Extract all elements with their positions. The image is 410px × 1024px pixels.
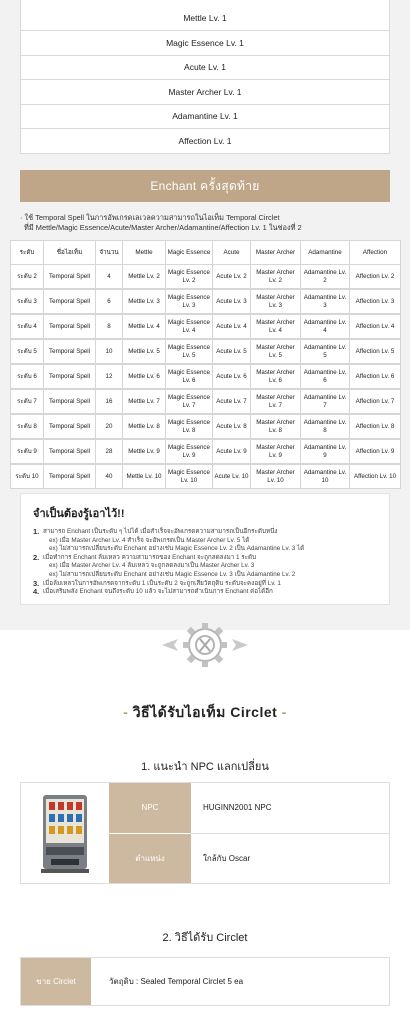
cell-level: ระดับ 8 [11,415,44,439]
cell-level: ระดับ 6 [11,365,44,389]
cell-adamantine: Adamantine Lv. 10 [301,465,350,489]
table-row [11,440,401,464]
option-item [21,55,389,80]
option-label: Mettle Lv. 1 [183,13,227,23]
option-item [21,128,389,153]
cell-level: ระดับ 10 [11,465,44,489]
cell-master-archer: Master Archer Lv. 10 [251,465,301,489]
location-label: ตำแหน่ง [109,833,191,884]
cell-affection: Affection Lv. 5 [350,340,401,364]
header-affection: Affection [350,241,401,265]
notice-title: จำเป็นต้องรู้เอาไว้!! [33,508,125,520]
vending-machine-icon [37,791,93,875]
cell-acute: Acute Lv. 6 [213,365,251,389]
cell-affection: Affection Lv. 6 [350,365,401,389]
header-item-name: ชื่อไอเท็ม [44,241,96,265]
cell-mettle: Mettle Lv. 5 [123,340,166,364]
cell-mettle: Mettle Lv. 3 [123,290,166,314]
cell-item-name: Temporal Spell [44,265,96,289]
cell-adamantine: Adamantine Lv. 7 [301,390,350,414]
header-mettle: Mettle [123,241,166,265]
cell-acute: Acute Lv. 10 [213,465,251,489]
option-label: Adamantine Lv. 1 [172,111,238,122]
cell-adamantine: Adamantine Lv. 6 [301,365,350,389]
cell-magic-essence: Magic Essence Lv. 6 [166,365,213,389]
cell-acute: Acute Lv. 3 [213,290,251,314]
location-value: ใกล้กับ Oscar [191,833,389,884]
header-adamantine: Adamantine [301,241,350,265]
notice-item [33,528,377,537]
cell-mettle: Mettle Lv. 7 [123,390,166,414]
cell-quantity: 4 [96,265,123,289]
cell-quantity: 8 [96,315,123,339]
option-item [21,30,389,55]
option-list [20,0,390,154]
cell-master-archer: Master Archer Lv. 7 [251,390,301,414]
notice-example: ex) เมื่อ Master Archer Lv. 4 ล้มเหลว จะถูกลดลงมาเป็น Master Archer Lv. 3 [49,562,255,570]
cell-quantity: 16 [96,390,123,414]
table-row [11,465,401,489]
gear-emblem-icon [160,615,250,675]
cell-magic-essence: Magic Essence Lv. 9 [166,440,213,464]
option-item [21,0,389,30]
cell-magic-essence: Magic Essence Lv. 3 [166,290,213,314]
cell-level: ระดับ 4 [11,315,44,339]
cell-mettle: Mettle Lv. 8 [123,415,166,439]
cell-acute: Acute Lv. 5 [213,340,251,364]
notice-box [20,493,390,605]
cell-master-archer: Master Archer Lv. 8 [251,415,301,439]
table-row [11,265,401,289]
option-label: Master Archer Lv. 1 [168,86,242,97]
cell-affection: Affection Lv. 3 [350,290,401,314]
table-row [11,290,401,314]
table-row [11,365,401,389]
header-acute: Acute [213,241,251,265]
table-row [11,390,401,414]
header-master-archer: Master Archer [251,241,301,265]
cell-mettle: Mettle Lv. 6 [123,365,166,389]
npc-value: HUGINN2001 NPC [203,803,272,813]
cell-level: ระดับ 9 [11,440,44,464]
title-dash-right-icon: - [277,704,287,720]
notice-text: เมื่อทำการ Enchant ล้มเหลว ความสามารถของ Enchant จะถูกลดลงมา 1 ระดับ [43,553,257,561]
notice-item [33,580,377,589]
cell-adamantine: Adamantine Lv. 5 [301,340,350,364]
cell-level: ระดับ 3 [11,290,44,314]
cell-item-name: Temporal Spell [44,390,96,414]
cell-affection: Affection Lv. 9 [350,440,401,464]
cell-quantity: 10 [96,340,123,364]
npc-value-column [191,783,389,883]
cell-item-name: Temporal Spell [44,340,96,364]
cell-level: ระดับ 5 [11,340,44,364]
cell-mettle: Mettle Lv. 2 [123,265,166,289]
cell-magic-essence: Magic Essence Lv. 2 [166,265,213,289]
cell-mettle: Mettle Lv. 10 [123,465,166,489]
notice-item [33,588,377,597]
notice-number: 1. [33,527,40,536]
notice-number: 4. [33,587,40,597]
table-header-row [11,241,401,265]
cell-magic-essence: Magic Essence Lv. 8 [166,415,213,439]
enchant-section-header [20,170,390,202]
section-title-obtain: 2. วิธีได้รับ Circlet [162,932,248,944]
cell-adamantine: Adamantine Lv. 2 [301,265,350,289]
cell-acute: Acute Lv. 9 [213,440,251,464]
npc-info-box [20,782,390,884]
cell-magic-essence: Magic Essence Lv. 4 [166,315,213,339]
notice-text: เมื่อเสริมพลัง Enchant จนถึงระดับ 10 แล้ว จะไม่สามารถดำเนินการ Enchant ต่อได้อีก [43,588,273,596]
enchant-note-line: · ใช้ Temporal Spell ในการอัพเกรดเลเวลความสามารถในไอเท็ม Temporal Circlet [20,213,280,222]
cell-master-archer: Master Archer Lv. 2 [251,265,301,289]
cell-quantity: 20 [96,415,123,439]
cell-magic-essence: Magic Essence Lv. 5 [166,340,213,364]
notice-text: สามารถ Enchant เป็นระดับ ๆ ไปได้ เมื่อสำเร็จจะอัพเกรดความสามารถเป็นอีกระดับหนึ่ง [43,528,278,535]
table-row [11,315,401,339]
cell-mettle: Mettle Lv. 4 [123,315,166,339]
cell-item-name: Temporal Spell [44,415,96,439]
cell-level: ระดับ 7 [11,390,44,414]
cell-item-name: Temporal Spell [44,315,96,339]
header-level: ระดับ [11,241,44,265]
cell-magic-essence: Magic Essence Lv. 7 [166,390,213,414]
cell-affection: Affection Lv. 8 [350,415,401,439]
cell-item-name: Temporal Spell [44,465,96,489]
cell-quantity: 40 [96,465,123,489]
cell-acute: Acute Lv. 7 [213,390,251,414]
npc-label: NPC [109,783,191,833]
cell-affection: Affection Lv. 7 [350,390,401,414]
cell-acute: Acute Lv. 2 [213,265,251,289]
cell-item-name: Temporal Spell [44,290,96,314]
notice-list [33,528,377,597]
cell-quantity: 12 [96,365,123,389]
option-item [21,104,389,129]
npc-label-column [109,783,191,883]
option-label: Affection Lv. 1 [178,135,232,146]
notice-example: ex) ไม่สามารถเปลี่ยนระดับ Enchant อย่างเช่น Magic Essence Lv. 2 เป็น Adamantine Lv. 3 ได้ [49,545,305,553]
enchant-table [10,240,401,489]
option-label: Magic Essence Lv. 1 [166,37,244,48]
section-title-npc: 1. แนะนำ NPC แลกเปลี่ยน [141,761,269,773]
notice-number: 3. [33,578,40,588]
header-quantity: จำนวน [96,241,123,265]
cell-magic-essence: Magic Essence Lv. 10 [166,465,213,489]
cell-adamantine: Adamantine Lv. 8 [301,415,350,439]
header-magic-essence: Magic Essence [166,241,213,265]
notice-number: 2. [33,552,40,562]
cell-affection: Affection Lv. 2 [350,265,401,289]
sell-circlet-box [20,957,390,1006]
circlet-title-text: วิธีได้รับไอเท็ม Circlet [132,704,278,720]
cell-quantity: 28 [96,440,123,464]
cell-acute: Acute Lv. 8 [213,415,251,439]
cell-mettle: Mettle Lv. 9 [123,440,166,464]
notice-example: ex) ไม่สามารถเปลี่ยนระดับ Enchant อย่างเช่น Magic Essence Lv. 3 เป็น Adamantine Lv. 2 [49,570,296,578]
cell-adamantine: Adamantine Lv. 4 [301,315,350,339]
cell-affection: Affection Lv. 10 [350,465,401,489]
notice-text: เมื่อล้มเหลวในการอัพเกรดจากระดับ 1 เป็นระดับ 2 จะถูกเสียวัตถุดิบ ระดับจะคงอยู่ที่ Lv. 1 [43,579,281,587]
cell-quantity: 6 [96,290,123,314]
cell-affection: Affection Lv. 4 [350,315,401,339]
cell-level: ระดับ 2 [11,265,44,289]
table-row [11,415,401,439]
cell-adamantine: Adamantine Lv. 9 [301,440,350,464]
cell-adamantine: Adamantine Lv. 3 [301,290,350,314]
cell-item-name: Temporal Spell [44,440,96,464]
cell-master-archer: Master Archer Lv. 9 [251,440,301,464]
title-dash-left-icon: - [123,704,133,720]
enchant-title: Enchant ครั้งสุดท้าย [150,178,260,193]
option-label: Acute Lv. 1 [184,62,226,73]
cell-master-archer: Master Archer Lv. 5 [251,340,301,364]
enchant-note [20,213,390,233]
cell-item-name: Temporal Spell [44,365,96,389]
option-item [21,79,389,104]
cell-master-archer: Master Archer Lv. 4 [251,315,301,339]
sell-label: ขาย Circlet [21,958,91,1005]
sell-value: วัตถุดิบ : Sealed Temporal Circlet 5 ea [109,977,244,986]
enchant-note-line: ที่มี Mettle/Magic Essence/Acute/Master Archer/Adamantine/Affection Lv. 1 ในช่องที่ 2 [24,223,302,232]
cell-master-archer: Master Archer Lv. 6 [251,365,301,389]
npc-image [21,783,109,883]
cell-master-archer: Master Archer Lv. 3 [251,290,301,314]
table-row [11,340,401,364]
cell-acute: Acute Lv. 4 [213,315,251,339]
circlet-title [0,702,410,724]
notice-example: ex) เมื่อ Master Archer Lv. 4 สำเร็จ จะอัพเกรดเป็น Master Archer Lv. 5 ได้ [49,536,250,544]
